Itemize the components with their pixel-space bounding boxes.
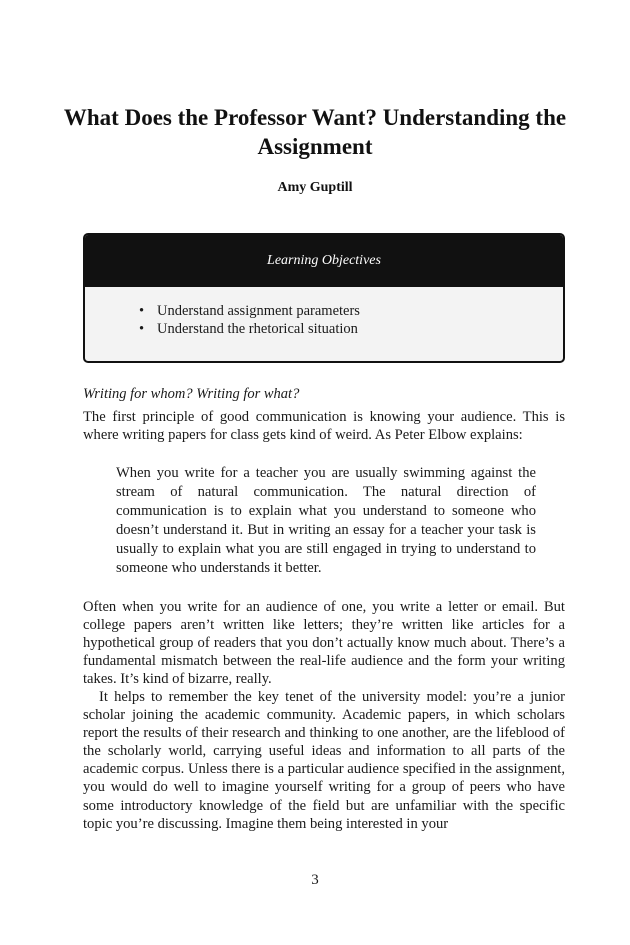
objective-item: • Understand the rhetorical situation bbox=[139, 320, 563, 338]
learning-objectives-list bbox=[85, 287, 563, 338]
body-paragraph: The first principle of good communication is knowing your audience. This is where writing papers for class gets kind of weird. As Peter Elbow explains: bbox=[83, 409, 565, 444]
chapter-title: What Does the Professor Want? Understanding the Assignment bbox=[63, 105, 567, 159]
objective-item: • Understand assignment parameters bbox=[139, 302, 563, 320]
block-quote: When you write for a teacher you are usually swimming against the stream of natural communication. The natural direction of communication is to explain what you understand to someone who doesn’t understand it. But in writing an essay for a teacher your task is usually to explain what you are still engaged in trying to understand to someone who understands it better. bbox=[116, 465, 536, 576]
page-number: 3 bbox=[311, 872, 319, 888]
section-heading: Writing for whom? Writing for what? bbox=[83, 386, 300, 402]
body-paragraph: Often when you write for an audience of one, you write a letter or email. But college papers aren’t written like letters; they’re written like articles for a hypothetical group of readers that you don’t actually know much about. There’s a fundamental mismatch between the real-life audience and the form your writing takes. It’s kind of bizarre, really. bbox=[83, 599, 565, 688]
body-paragraph: It helps to remember the key tenet of the university model: you’re a junior scholar joining the academic community. Academic papers, in which scholars report the results of their research and thinking to one another, are the lifeblood of the scholarly world, carrying useful ideas and information to all parts of the academic corpus. Unless there is a particular audience specified in the assignment, you would do well to imagine yourself writing for a group of peers who have some introductory knowledge of the field but are unfamiliar with the specific topic you’re discussing. Imagine them being interested in your bbox=[83, 689, 565, 832]
author-name: Amy Guptill bbox=[277, 180, 353, 195]
learning-objectives-heading: Learning Objectives bbox=[85, 235, 563, 287]
learning-objectives-box bbox=[83, 233, 565, 363]
